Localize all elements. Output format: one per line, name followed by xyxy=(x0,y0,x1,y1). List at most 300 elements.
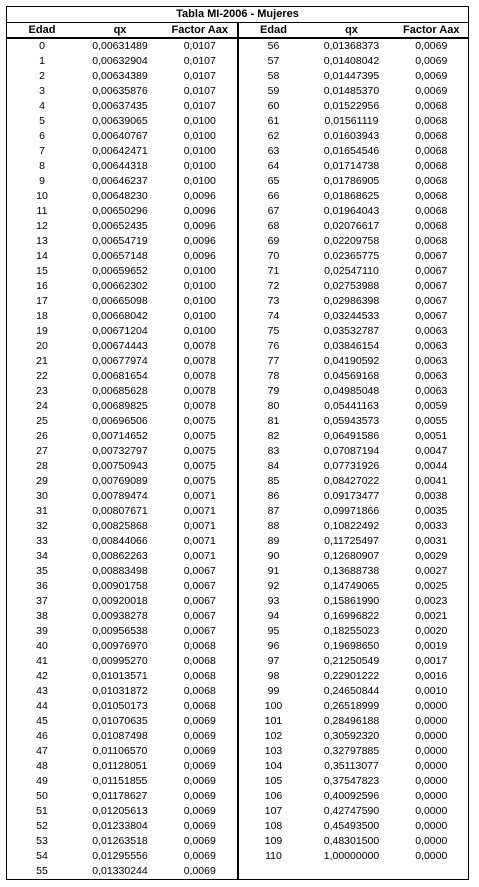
table-row xyxy=(7,249,237,264)
cell-edad: 26 xyxy=(36,430,48,442)
cell-edad: 104 xyxy=(264,760,283,772)
cell-edad: 100 xyxy=(264,700,283,712)
table-row xyxy=(239,714,469,729)
cell-qx xyxy=(309,864,395,879)
cell-qx: 0,01151855 xyxy=(92,775,148,787)
cell-edad: 90 xyxy=(267,550,280,562)
cell-edad: 8 xyxy=(39,160,45,172)
cell-factor-aax: 0,0029 xyxy=(415,550,448,562)
table-row xyxy=(7,84,237,99)
table-row xyxy=(7,339,237,354)
cell-factor-aax: 0,0068 xyxy=(415,190,448,202)
table-row xyxy=(239,699,469,714)
cell-edad: 23 xyxy=(36,385,48,397)
cell-factor-aax: 0,0071 xyxy=(183,550,216,562)
cell-edad: 71 xyxy=(267,265,280,277)
cell-qx: 0,00844066 xyxy=(92,535,148,547)
cell-qx: 0,02753988 xyxy=(323,280,380,292)
table-row xyxy=(239,234,469,249)
cell-edad: 83 xyxy=(267,445,280,457)
table-row xyxy=(239,339,469,354)
cell-qx: 0,00714652 xyxy=(92,430,148,442)
table-row xyxy=(239,414,469,429)
table-row xyxy=(239,819,469,834)
table-row xyxy=(239,264,469,279)
cell-edad: 80 xyxy=(267,400,280,412)
table-row xyxy=(239,804,469,819)
cell-factor-aax: 0,0068 xyxy=(415,115,448,127)
cell-factor-aax: 0,0000 xyxy=(415,700,448,712)
table-row xyxy=(7,534,237,549)
cell-factor-aax: 0,0020 xyxy=(415,625,448,637)
cell-qx: 0,00769089 xyxy=(92,475,148,487)
cell-qx: 0,00642471 xyxy=(92,145,148,157)
cell-factor-aax: 0,0068 xyxy=(415,235,448,247)
cell-factor-aax: 0,0071 xyxy=(183,490,216,502)
cell-factor-aax: 0,0068 xyxy=(183,700,216,712)
cell-factor-aax: 0,0100 xyxy=(183,175,216,187)
cell-factor-aax: 0,0100 xyxy=(183,325,216,337)
table-row xyxy=(239,609,469,624)
cell-qx: 0,00652435 xyxy=(92,220,148,232)
table-row xyxy=(7,639,237,654)
cell-factor-aax: 0,0078 xyxy=(183,385,216,397)
cell-edad: 98 xyxy=(267,670,280,682)
cell-edad: 34 xyxy=(36,550,48,562)
cell-edad: 14 xyxy=(36,250,48,262)
cell-factor-aax: 0,0067 xyxy=(415,280,448,292)
cell-qx: 0,00646237 xyxy=(92,175,148,187)
table-row xyxy=(239,639,469,654)
header-factor-aax: Factor Aax xyxy=(171,24,228,36)
cell-factor-aax: 0,0063 xyxy=(415,325,448,337)
cell-factor-aax: 0,0069 xyxy=(415,55,448,67)
cell-factor-aax: 0,0069 xyxy=(183,715,216,727)
cell-qx: 0,14749065 xyxy=(323,580,380,592)
table-row xyxy=(7,414,237,429)
cell-factor-aax: 0,0107 xyxy=(183,100,216,112)
table-row xyxy=(7,834,237,849)
cell-qx: 0,03532787 xyxy=(323,325,380,337)
cell-qx: 0,01714738 xyxy=(323,160,380,172)
cell-factor-aax: 0,0069 xyxy=(183,850,216,862)
table-row xyxy=(7,264,237,279)
cell-qx: 0,28496188 xyxy=(323,715,380,727)
table-row xyxy=(7,549,237,564)
cell-factor-aax: 0,0067 xyxy=(415,265,448,277)
header-edad: Edad xyxy=(28,24,56,36)
mortality-table xyxy=(6,6,469,880)
table-row xyxy=(239,144,469,159)
cell-edad: 10 xyxy=(36,190,48,202)
table-row xyxy=(7,774,237,789)
table-row xyxy=(7,294,237,309)
cell-qx: 0,00689825 xyxy=(92,400,148,412)
cell-edad: 69 xyxy=(267,235,280,247)
cell-qx: 0,02209758 xyxy=(323,235,380,247)
table-row xyxy=(239,579,469,594)
cell-qx: 0,01522956 xyxy=(323,100,380,112)
table-row xyxy=(239,84,469,99)
cell-factor-aax: 0,0071 xyxy=(183,520,216,532)
table-row xyxy=(239,399,469,414)
cell-qx: 0,00635876 xyxy=(92,85,148,97)
cell-factor-aax: 0,0000 xyxy=(415,805,448,817)
table-row xyxy=(7,804,237,819)
table-row xyxy=(7,204,237,219)
cell-factor-aax: 0,0100 xyxy=(183,160,216,172)
cell-edad: 27 xyxy=(36,445,48,457)
cell-qx: 0,00901758 xyxy=(92,580,148,592)
cell-factor-aax: 0,0067 xyxy=(183,625,216,637)
cell-factor-aax: 0,0069 xyxy=(183,820,216,832)
cell-factor-aax: 0,0067 xyxy=(183,595,216,607)
cell-qx: 0,21250549 xyxy=(323,655,380,667)
cell-edad: 61 xyxy=(267,115,280,127)
cell-edad: 84 xyxy=(267,460,280,472)
table-row xyxy=(7,54,237,69)
cell-qx: 0,22901222 xyxy=(323,670,380,682)
cell-qx: 0,09173477 xyxy=(323,490,380,502)
cell-qx: 0,02547110 xyxy=(324,265,379,277)
cell-edad: 86 xyxy=(267,490,280,502)
table-row xyxy=(7,714,237,729)
table-row xyxy=(7,684,237,699)
table-row xyxy=(7,99,237,114)
table-row xyxy=(7,819,237,834)
cell-edad: 30 xyxy=(36,490,48,502)
cell-qx: 0,45493500 xyxy=(323,820,380,832)
cell-factor-aax: 0,0069 xyxy=(183,730,216,742)
cell-edad: 102 xyxy=(264,730,283,742)
cell-factor-aax: 0,0068 xyxy=(415,130,448,142)
cell-factor-aax: 0,0100 xyxy=(183,265,216,277)
cell-qx: 0,01050173 xyxy=(92,700,148,712)
cell-qx: 0,00995270 xyxy=(92,655,148,667)
cell-edad: 38 xyxy=(36,610,48,622)
cell-qx: 0,01330244 xyxy=(92,865,148,877)
cell-edad: 57 xyxy=(267,55,280,67)
cell-factor-aax: 0,0100 xyxy=(183,145,216,157)
cell-factor-aax: 0,0000 xyxy=(415,820,448,832)
cell-qx: 0,00681654 xyxy=(92,370,148,382)
table-row xyxy=(7,144,237,159)
cell-factor-aax: 0,0100 xyxy=(183,310,216,322)
table-row xyxy=(7,564,237,579)
cell-edad: 9 xyxy=(39,175,45,187)
cell-edad: 64 xyxy=(267,160,280,172)
cell-qx: 0,00883498 xyxy=(92,565,148,577)
cell-factor-aax: 0,0010 xyxy=(415,685,448,697)
cell-factor-aax: 0,0069 xyxy=(183,865,216,877)
cell-qx: 0,00631489 xyxy=(92,40,148,52)
table-body xyxy=(6,23,469,880)
cell-edad: 46 xyxy=(36,730,48,742)
cell-qx: 0,01485370 xyxy=(323,85,380,97)
cell-edad: 3 xyxy=(39,85,45,97)
cell-edad: 33 xyxy=(36,535,48,547)
cell-edad: 44 xyxy=(36,700,48,712)
cell-edad: 79 xyxy=(267,385,280,397)
cell-qx: 0,00657148 xyxy=(92,250,148,262)
cell-qx: 0,01447395 xyxy=(323,70,380,82)
table-row xyxy=(239,864,469,879)
cell-qx: 0,01087498 xyxy=(92,730,148,742)
cell-edad: 97 xyxy=(267,655,280,667)
cell-factor-aax: 0,0068 xyxy=(415,160,448,172)
cell-qx: 0,01205613 xyxy=(92,805,148,817)
cell-qx: 0,00644318 xyxy=(92,160,148,172)
cell-edad: 39 xyxy=(36,625,48,637)
cell-factor-aax: 0,0069 xyxy=(183,745,216,757)
cell-qx: 0,00650296 xyxy=(92,205,148,217)
cell-edad: 11 xyxy=(36,205,48,217)
cell-qx: 0,01368373 xyxy=(323,40,380,52)
table-row xyxy=(239,309,469,324)
cell-factor-aax: 0,0000 xyxy=(415,790,448,802)
cell-factor-aax: 0,0067 xyxy=(183,580,216,592)
table-row xyxy=(7,849,237,864)
cell-edad: 85 xyxy=(267,475,280,487)
cell-qx: 0,00659652 xyxy=(92,265,148,277)
cell-factor-aax: 0,0016 xyxy=(415,670,448,682)
table-row xyxy=(239,429,469,444)
cell-qx: 0,00732797 xyxy=(92,445,148,457)
cell-edad: 2 xyxy=(39,70,45,82)
cell-edad xyxy=(239,864,309,879)
cell-qx: 0,01013571 xyxy=(92,670,148,682)
cell-edad: 15 xyxy=(36,265,48,277)
cell-edad: 62 xyxy=(267,130,280,142)
cell-edad: 7 xyxy=(39,145,45,157)
cell-qx: 0,18255023 xyxy=(323,625,380,637)
cell-factor-aax: 0,0041 xyxy=(415,475,448,487)
table-row xyxy=(7,759,237,774)
cell-edad: 6 xyxy=(39,130,45,142)
cell-edad: 88 xyxy=(267,520,280,532)
cell-factor-aax: 0,0000 xyxy=(415,850,448,862)
table-row xyxy=(239,849,469,864)
cell-edad: 67 xyxy=(267,205,280,217)
cell-factor-aax: 0,0075 xyxy=(183,430,216,442)
cell-qx: 0,00825868 xyxy=(92,520,148,532)
cell-edad: 58 xyxy=(267,70,280,82)
cell-qx: 0,01031872 xyxy=(92,685,148,697)
cell-factor-aax: 0,0031 xyxy=(415,535,448,547)
table-row xyxy=(239,369,469,384)
cell-factor-aax: 0,0025 xyxy=(415,580,448,592)
cell-factor-aax: 0,0068 xyxy=(415,205,448,217)
cell-qx: 0,01561119 xyxy=(324,115,379,127)
cell-edad: 66 xyxy=(267,190,280,202)
cell-qx: 0,04190592 xyxy=(323,355,380,367)
cell-factor-aax xyxy=(395,864,469,879)
cell-qx: 0,04569168 xyxy=(323,370,380,382)
cell-factor-aax: 0,0069 xyxy=(415,70,448,82)
table-row xyxy=(7,444,237,459)
cell-qx: 0,00668042 xyxy=(92,310,148,322)
table-row xyxy=(7,234,237,249)
cell-qx: 0,12680907 xyxy=(323,550,380,562)
cell-factor-aax: 0,0063 xyxy=(415,355,448,367)
cell-edad: 94 xyxy=(267,610,280,622)
cell-edad: 93 xyxy=(267,595,280,607)
table-row xyxy=(7,504,237,519)
cell-qx: 0,00677974 xyxy=(92,355,148,367)
cell-factor-aax: 0,0000 xyxy=(415,745,448,757)
cell-edad: 70 xyxy=(267,250,280,262)
cell-edad: 41 xyxy=(36,655,48,667)
cell-factor-aax: 0,0100 xyxy=(183,280,216,292)
right-rows xyxy=(239,39,469,879)
cell-factor-aax: 0,0069 xyxy=(183,760,216,772)
table-row xyxy=(239,684,469,699)
cell-qx: 0,00634389 xyxy=(92,70,148,82)
cell-factor-aax: 0,0027 xyxy=(415,565,448,577)
cell-factor-aax: 0,0096 xyxy=(183,205,216,217)
cell-qx: 0,01964043 xyxy=(323,205,380,217)
cell-edad: 60 xyxy=(267,100,280,112)
table-row xyxy=(7,594,237,609)
cell-factor-aax: 0,0075 xyxy=(183,415,216,427)
table-row xyxy=(239,759,469,774)
cell-edad: 78 xyxy=(267,370,280,382)
header-row-right xyxy=(239,23,469,39)
cell-edad: 16 xyxy=(36,280,48,292)
table-row xyxy=(239,549,469,564)
cell-qx: 0,19698650 xyxy=(323,640,380,652)
cell-edad: 107 xyxy=(264,805,283,817)
cell-factor-aax: 0,0017 xyxy=(415,655,448,667)
table-row xyxy=(7,624,237,639)
cell-factor-aax: 0,0068 xyxy=(415,175,448,187)
table-row xyxy=(7,129,237,144)
table-row xyxy=(7,324,237,339)
table-row xyxy=(239,204,469,219)
cell-edad: 110 xyxy=(265,850,282,862)
cell-qx: 0,08427022 xyxy=(323,475,380,487)
cell-factor-aax: 0,0078 xyxy=(183,370,216,382)
cell-edad: 56 xyxy=(267,40,280,52)
cell-edad: 1 xyxy=(39,55,45,67)
cell-factor-aax: 0,0096 xyxy=(183,250,216,262)
table-row xyxy=(7,39,237,54)
table-row xyxy=(7,864,237,879)
cell-qx: 0,01295556 xyxy=(92,850,148,862)
cell-edad: 92 xyxy=(267,580,280,592)
table-row xyxy=(7,174,237,189)
cell-factor-aax: 0,0078 xyxy=(183,340,216,352)
table-row xyxy=(239,774,469,789)
cell-factor-aax: 0,0067 xyxy=(183,565,216,577)
cell-factor-aax: 0,0107 xyxy=(183,55,216,67)
cell-edad: 48 xyxy=(36,760,48,772)
cell-qx: 0,06491586 xyxy=(323,430,380,442)
header-qx: qx xyxy=(113,24,127,36)
cell-edad: 68 xyxy=(267,220,280,232)
cell-edad: 29 xyxy=(36,475,48,487)
table-row xyxy=(239,834,469,849)
cell-qx: 0,35113077 xyxy=(324,760,379,772)
cell-qx: 0,01263518 xyxy=(92,835,148,847)
cell-qx: 0,01233804 xyxy=(92,820,148,832)
cell-qx: 0,24650844 xyxy=(323,685,380,697)
left-rows xyxy=(7,39,237,879)
cell-edad: 20 xyxy=(36,340,48,352)
cell-qx: 0,03846154 xyxy=(323,340,380,352)
cell-qx: 0,00654719 xyxy=(92,235,148,247)
cell-qx: 0,48301500 xyxy=(323,835,380,847)
cell-factor-aax: 0,0068 xyxy=(183,640,216,652)
cell-edad: 47 xyxy=(36,745,48,757)
cell-edad: 18 xyxy=(36,310,48,322)
table-row xyxy=(7,669,237,684)
cell-edad: 99 xyxy=(267,685,280,697)
cell-factor-aax: 0,0100 xyxy=(183,115,216,127)
table-row xyxy=(7,519,237,534)
cell-factor-aax: 0,0019 xyxy=(415,640,448,652)
cell-qx: 0,05943573 xyxy=(323,415,380,427)
table-row xyxy=(239,39,469,54)
cell-edad: 81 xyxy=(267,415,280,427)
table-row xyxy=(7,459,237,474)
cell-factor-aax: 0,0067 xyxy=(415,295,448,307)
table-row xyxy=(7,69,237,84)
left-column-group xyxy=(7,23,239,879)
cell-factor-aax: 0,0000 xyxy=(415,730,448,742)
cell-edad: 4 xyxy=(39,100,45,112)
cell-qx: 0,16996822 xyxy=(323,610,380,622)
cell-factor-aax: 0,0078 xyxy=(183,400,216,412)
table-row xyxy=(239,114,469,129)
cell-qx: 0,00976970 xyxy=(92,640,148,652)
table-row xyxy=(7,579,237,594)
cell-qx: 0,07087194 xyxy=(323,445,380,457)
cell-edad: 28 xyxy=(36,460,48,472)
table-row xyxy=(7,729,237,744)
cell-factor-aax: 0,0107 xyxy=(183,70,216,82)
table-row xyxy=(239,294,469,309)
cell-factor-aax: 0,0096 xyxy=(183,220,216,232)
cell-factor-aax: 0,0059 xyxy=(415,400,448,412)
cell-qx: 0,00632904 xyxy=(92,55,148,67)
cell-qx: 0,05441163 xyxy=(324,400,379,412)
cell-qx: 0,15861990 xyxy=(323,595,380,607)
table-row xyxy=(239,459,469,474)
cell-qx: 0,02986398 xyxy=(323,295,380,307)
table-row xyxy=(239,174,469,189)
cell-edad: 52 xyxy=(36,820,48,832)
cell-factor-aax: 0,0068 xyxy=(183,655,216,667)
cell-qx: 0,01603943 xyxy=(323,130,380,142)
cell-qx: 1,00000000 xyxy=(323,850,380,862)
cell-qx: 0,01654546 xyxy=(323,145,380,157)
cell-edad: 50 xyxy=(36,790,48,802)
cell-qx: 0,30592320 xyxy=(323,730,380,742)
cell-qx: 0,00938278 xyxy=(92,610,148,622)
table-row xyxy=(239,279,469,294)
cell-factor-aax: 0,0047 xyxy=(415,445,448,457)
table-row xyxy=(7,699,237,714)
cell-qx: 0,00637435 xyxy=(92,100,148,112)
cell-qx: 0,01070635 xyxy=(92,715,148,727)
cell-factor-aax: 0,0069 xyxy=(183,790,216,802)
cell-qx: 0,00807671 xyxy=(92,505,148,517)
table-row xyxy=(7,309,237,324)
table-row xyxy=(7,384,237,399)
cell-qx: 0,01408042 xyxy=(323,55,380,67)
cell-factor-aax: 0,0055 xyxy=(415,415,448,427)
